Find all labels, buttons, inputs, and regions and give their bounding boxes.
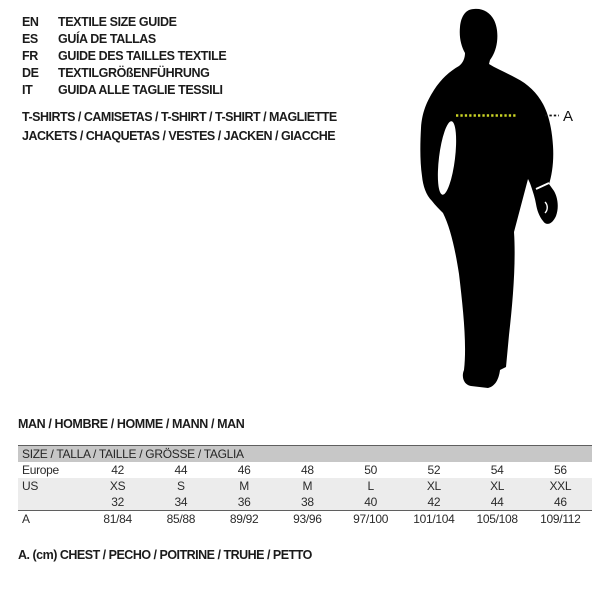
language-label: TEXTILE SIZE GUIDE	[58, 15, 177, 29]
size-table-header: SIZE / TALLA / TAILLE / GRÖSSE / TAGLIA	[18, 445, 592, 462]
size-cell: 52	[427, 463, 441, 477]
row-label: A	[22, 512, 30, 526]
size-cell: M	[302, 479, 313, 493]
size-cell: 38	[301, 495, 314, 509]
language-code: DE	[22, 66, 39, 80]
size-cell: 56	[554, 463, 567, 477]
size-cell: 44	[174, 463, 188, 477]
man-silhouette	[420, 9, 557, 388]
size-cell: 36	[237, 495, 251, 509]
language-label: GUÍA DE TALLAS	[58, 32, 156, 46]
category-line-tshirts: T-SHIRTS / CAMISETAS / T-SHIRT / T-SHIRT / MAGLIETTE	[22, 110, 337, 124]
size-cell: L	[367, 479, 374, 493]
size-cell: 85/88	[166, 512, 196, 526]
size-cell: 109/112	[540, 512, 581, 526]
size-cell: 105/108	[476, 512, 518, 526]
table-row-europe	[18, 462, 592, 478]
language-code: FR	[22, 49, 38, 63]
size-cell: 50	[364, 463, 377, 477]
measure-label-a: A	[563, 108, 574, 125]
language-code: EN	[22, 15, 39, 29]
size-cell: 46	[237, 463, 251, 477]
size-table	[18, 445, 592, 528]
size-cell: XXL	[549, 479, 572, 493]
size-cell: XL	[490, 479, 505, 493]
size-cell: 93/96	[293, 512, 322, 526]
row-label	[18, 494, 86, 510]
language-code: ES	[22, 32, 38, 46]
table-row-chest-cm	[18, 510, 592, 528]
size-cell: 81/84	[103, 512, 132, 526]
size-cell: 40	[364, 495, 377, 509]
size-cell: XS	[109, 479, 126, 493]
size-cell: 34	[174, 495, 188, 509]
language-label: GUIDA ALLE TAGLIE TESSILI	[58, 83, 223, 97]
size-cell: M	[239, 479, 249, 493]
language-code: IT	[22, 83, 33, 97]
gender-heading: MAN / HOMBRE / HOMME / MANN / MAN	[18, 417, 245, 431]
size-cell: 42	[111, 463, 124, 477]
category-line-jackets: JACKETS / CHAQUETAS / VESTES / JACKEN / GIACCHE	[22, 129, 336, 143]
row-label: US	[22, 479, 39, 493]
size-cell: 42	[427, 495, 441, 509]
table-row-us	[18, 478, 592, 494]
size-cell: 101/104	[413, 512, 455, 526]
size-cell: XL	[426, 479, 441, 493]
measurement-footnote: A. (cm) CHEST / PECHO / POITRINE / TRUHE / PETTO	[18, 548, 312, 562]
size-cell: S	[177, 479, 185, 493]
language-label: TEXTILGRÖßENFÜHRUNG	[58, 66, 210, 80]
size-cell: 48	[301, 463, 314, 477]
size-cell: 46	[554, 495, 567, 509]
size-cell: 32	[111, 495, 124, 509]
table-row-us-numeric	[18, 494, 592, 510]
size-cell: 54	[490, 463, 504, 477]
size-cell: 97/100	[353, 512, 389, 526]
size-cell: 89/92	[229, 512, 259, 526]
row-label: Europe	[22, 463, 59, 477]
language-label: GUIDE DES TAILLES TEXTILE	[58, 49, 227, 63]
size-cell: 44	[490, 495, 504, 509]
